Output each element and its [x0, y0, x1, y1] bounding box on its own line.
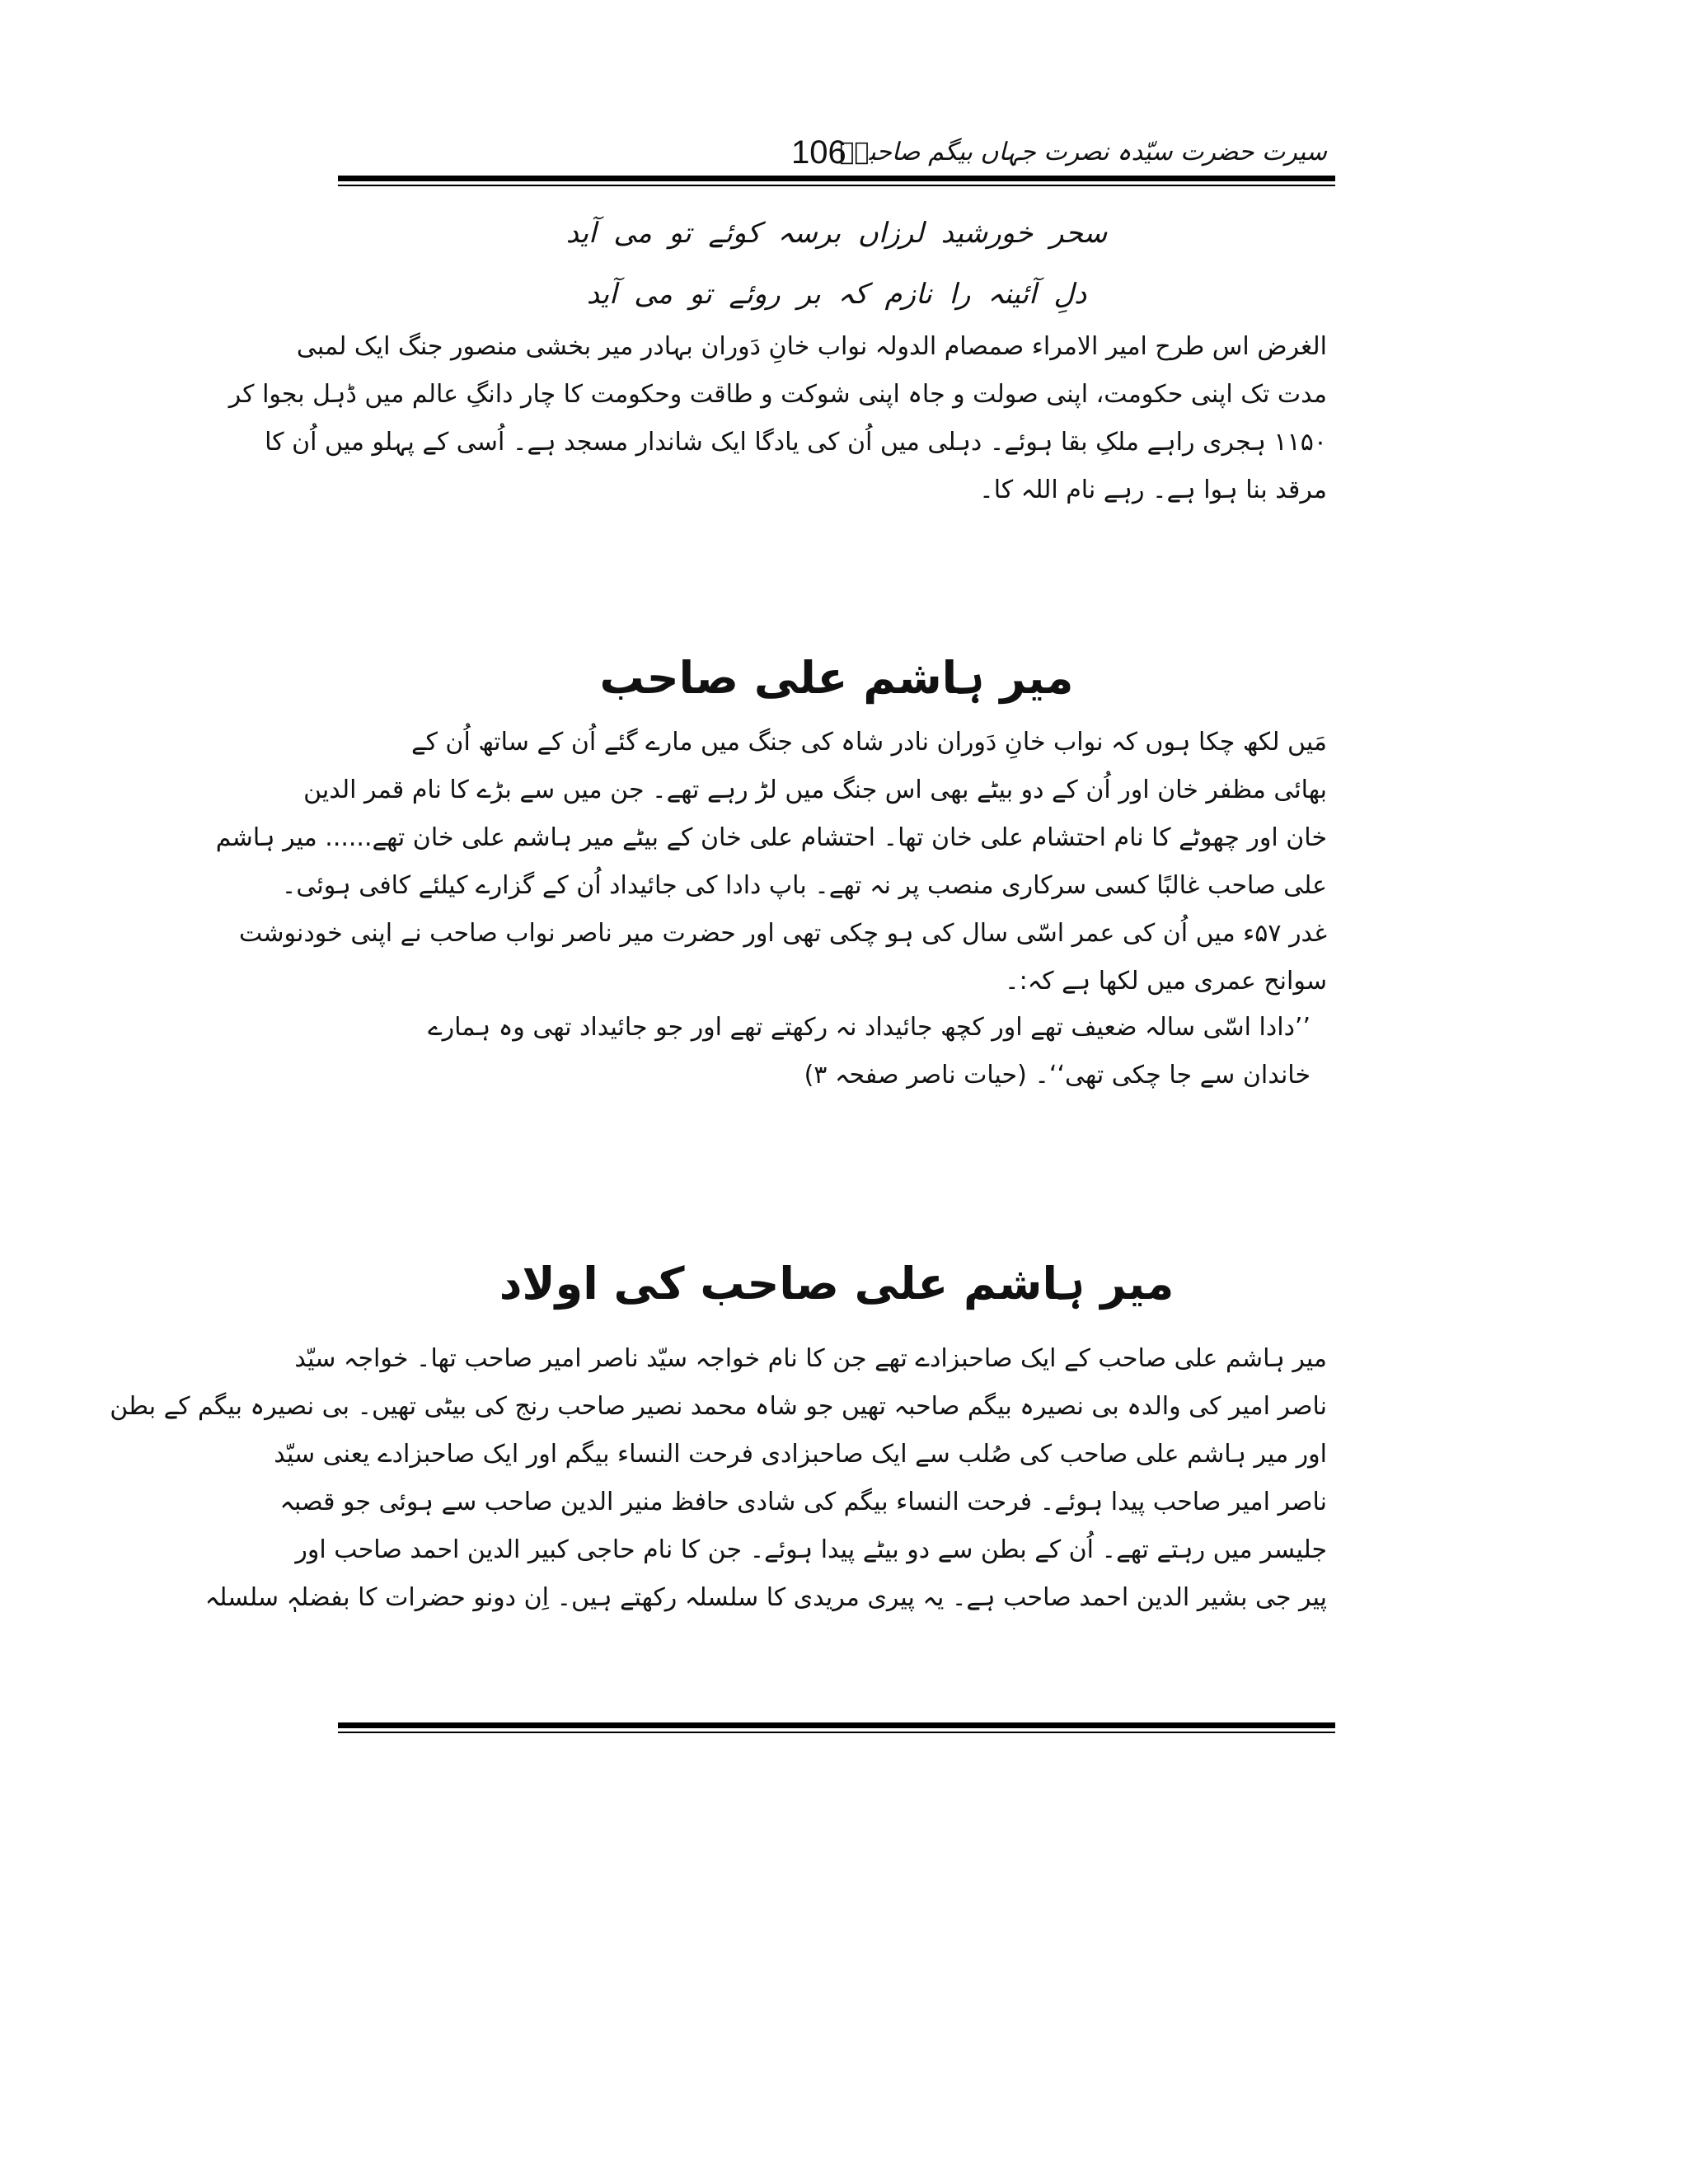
page-number: 106	[791, 134, 846, 171]
verse-line-2: دلِ آئینہ را نازم کہ بر روئے تو می آید	[586, 278, 1087, 311]
footer-rule-thin	[338, 1732, 1335, 1733]
running-header	[338, 132, 1327, 173]
section-heading-children: میر ہاشم علی صاحب کی اولاد	[499, 1258, 1175, 1310]
paragraph-mir-hashim-ali	[215, 719, 1327, 1005]
paragraph-line: مدت تک اپنی حکومت، اپنی صولت و جاہ اپنی شوکت و طاقت وحکومت کا چار دانگِ عالم میں ڈہل بجوا کر	[228, 380, 1327, 409]
paragraph-intro	[228, 323, 1327, 514]
paragraph-line: ناصر امیر کی والدہ بی نصیرہ بیگم صاحبہ تھیں جو شاہ محمد نصیر صاحب رنج کی بیٹی تھیں۔ بی نصیرہ بیگم کے بطن	[110, 1392, 1327, 1421]
paragraph-line: سوانح عمری میں لکھا ہے کہ:۔	[1005, 967, 1327, 996]
paragraph-line: الغرض اس طرح امیر الامراء صمصام الدولہ نواب خانِ دَوران بہادر میر بخشی منصور جنگ ایک لمبی	[296, 332, 1327, 361]
quote-line: ’’دادا اسّی سالہ ضعیف تھے اور کچھ جائیداد نہ رکھتے تھے اور جو جائیداد تھی وہ ہمارے	[428, 1013, 1311, 1042]
paragraph-line: جلیسر میں رہتے تھے۔ اُن کے بطن سے دو بیٹے پیدا ہوئے۔ جن کا نام حاجی کبیر الدین احمد صاحب اور	[295, 1535, 1327, 1564]
paragraph-line: مَیں لکھ چکا ہوں کہ نواب خانِ دَوران نادر شاہ کی جنگ میں مارے گئے اُن کے ساتھ اُن کے	[411, 728, 1327, 757]
paragraph-line: خان اور چھوٹے کا نام احتشام علی خان تھا۔ احتشام علی خان کے بیٹے میر ہاشم علی خان تھے...... میر ہاشم	[215, 823, 1327, 852]
paragraph-line: ۱۱۵۰ ہجری راہے ملکِ بقا ہوئے۔ دہلی میں اُن کی یادگا ایک شاندار مسجد ہے۔ اُسی کے پہلو میں اُن کا	[265, 428, 1327, 457]
paragraph-line: بھائی مظفر خان اور اُن کے دو بیٹے بھی اس جنگ میں لڑ رہے تھے۔ جن میں سے بڑے کا نام قمر الدین	[303, 776, 1327, 804]
paragraph-line: میر ہاشم علی صاحب کے ایک صاحبزادے تھے جن کا نام خواجہ سیّد ناصر امیر صاحب تھا۔ خواجہ سیّد	[294, 1344, 1327, 1373]
paragraph-line: علی صاحب غالبًا کسی سرکاری منصب پر نہ تھے۔ باپ دادا کی جائیداد اُن کے گزارے کیلئے کافی ہوئی۔	[281, 871, 1327, 900]
paragraph-children	[110, 1335, 1327, 1622]
header-rule-thin	[338, 185, 1335, 186]
paragraph-line: مرقد بنا ہوا ہے۔ رہے نام اللہ کا۔	[979, 476, 1327, 504]
block-quote	[429, 1004, 1311, 1099]
header-rule-thick	[338, 176, 1335, 181]
quote-line: خاندان سے جا چکی تھی‘‘۔ (حیات ناصر صفحہ ۳)	[804, 1061, 1311, 1090]
section-heading-mir-hashim-ali: میر ہاشم علی صاحب	[599, 652, 1074, 704]
paragraph-line: غدر ۵۷ء میں اُن کی عمر اسّی سال کی ہو چکی تھی اور حضرت میر ناصر نواب صاحب نے اپنی خودنوشت	[238, 919, 1327, 948]
running-title: سیرت حضرت سیّدہ نصرت جہاں بیگم صاحبہؓ	[839, 138, 1327, 166]
footer-rule-thick	[338, 1722, 1335, 1728]
paragraph-line: اور میر ہاشم علی صاحب کی صُلب سے ایک صاحبزادی فرحت النساء بیگم اور ایک صاحبزادے یعنی سیّد	[274, 1440, 1327, 1469]
verse-line-1: سحر خورشید لرزاں برسہ کوئے تو می آید	[565, 217, 1108, 250]
paragraph-line: پیر جی بشیر الدین احمد صاحب ہے۔ یہ پیری مریدی کا سلسلہ رکھتے ہیں۔ اِن دونو حضرات کا بفضلہٖ سلسلہ	[204, 1583, 1327, 1612]
paragraph-line: ناصر امیر صاحب پیدا ہوئے۔ فرحت النساء بیگم کی شادی حافظ منیر الدین صاحب سے ہوئی جو قصبہ	[279, 1488, 1327, 1516]
